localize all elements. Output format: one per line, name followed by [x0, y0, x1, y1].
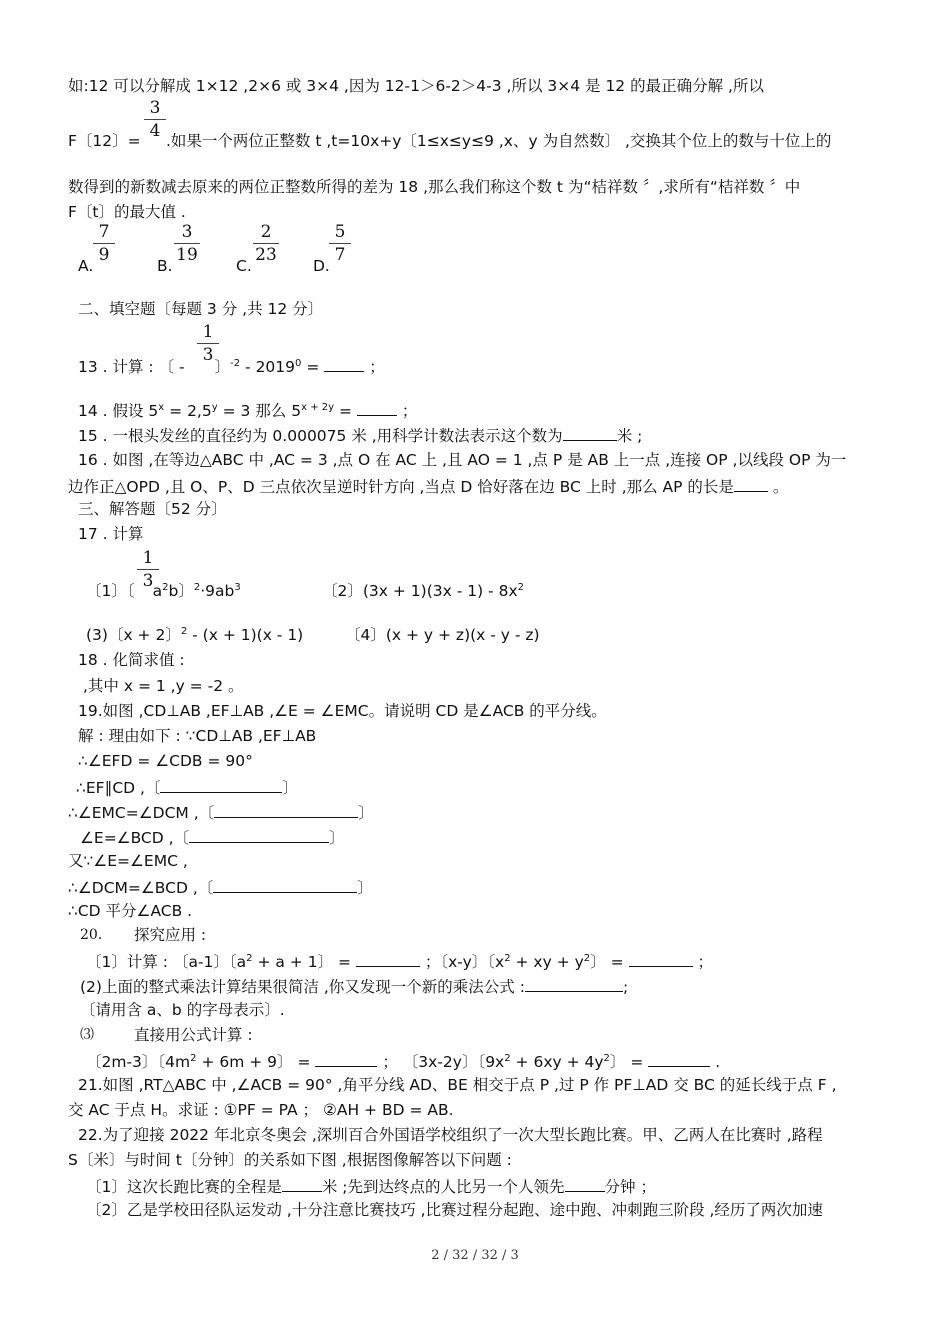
q17-title: 17 . 计算	[78, 525, 144, 543]
q16-answer-blank[interactable]	[734, 475, 768, 492]
p12-line1: 如:12 可以分解成 1×12 ,2×6 或 3×4 ,因为 12-1＞6-2＞4-3 ,所以 3×4 是 12 的最正确分解 ,所以	[68, 77, 764, 95]
q17-1-fraction: 1 3	[139, 548, 157, 591]
q21-line2: 交 AC 于点 H。求证 : ①PF = PA ； ②AH + BD = AB.	[68, 1101, 454, 1119]
q19-step4: ∴∠EMC=∠DCM ,〔 〕	[68, 801, 374, 823]
q20-3-line: 〔2m-3〕〔$4m^2 + 6m + 9$〕 = ； 〔3x-2y〕〔$9x^2 + 6xy + 4y^2$〕 = .	[86, 1050, 720, 1072]
q20-1-answer-blank-1[interactable]	[356, 950, 420, 967]
q19-step3: ∴EF∥CD ,〔 〕	[76, 776, 298, 798]
q17-2-line: 〔2〕$(3x + 1)(3x - 1) - 8x^2$	[322, 582, 524, 600]
q20-2-line: (2)上面的整式乘法计算结果很简洁 ,你又发现一个新的乘法公式 : ;	[80, 975, 628, 997]
q22-1-line: 〔1〕这次长跑比赛的全程是 米 ;先到达终点的人比另一个人领先 分钟 ；	[86, 1175, 656, 1197]
q16-line2: 边作正△OPD ,且 O、P、D 三点依次呈逆时针方向 ,当点 D 恰好落在边 BC 上时 ,那么 AP 的长是 。	[68, 475, 788, 497]
q19-step5: ∠E=∠BCD ,〔 〕	[80, 826, 345, 848]
q17-4-line: 〔4〕(x + y + z)(x - y - z)	[345, 626, 540, 644]
q19-reason-blank-4[interactable]	[213, 876, 357, 893]
option-d-fraction: 5 7	[331, 222, 349, 265]
section2-title: 二、填空题〔每题 3 分 ,共 12 分〕	[78, 300, 324, 318]
q19-reason-blank-2[interactable]	[214, 801, 358, 818]
q13-line: 13 . 计算 : 〔 - 〕$^{-2}$ - 2019$^0$ = ；	[78, 355, 385, 377]
q20-3-answer-blank-1[interactable]	[315, 1050, 377, 1067]
q22-line2: S〔米〕与时间 t〔分钟〕的关系如下图 ,根据图像解答以下问题 :	[68, 1151, 512, 1169]
p12-line2b: .如果一个两位正整数 t ,t=10x+y〔1≤x≤y≤9 ,x、y 为自然数〕 ,交换其个位上的数与十位上的	[166, 132, 832, 150]
q19-step6: 又∵∠E=∠EMC ,	[68, 852, 188, 870]
q18-values: ,其中 x = 1 ,y = -2 。	[83, 677, 244, 695]
q20-1-line: 〔1〕计算 : 〔a-1〕〔$a^2 + a + 1$〕 = ；〔x-y〕〔$x^2$ + xy + $y^2$〕 = ；	[86, 950, 713, 972]
fraction-3-4: 3 4	[146, 98, 164, 141]
option-b-fraction: 3 19	[176, 222, 198, 265]
q20-2-answer-blank[interactable]	[525, 975, 623, 992]
q21-line1: 21.如图 ,RT△ABC 中 ,∠ACB = 90° ,角平分线 AD、BE 相交于点 P ,过 P 作 PF⊥AD 交 BC 的延长线于点 F ,	[78, 1076, 837, 1094]
q18-title: 18 . 化简求值 :	[78, 651, 185, 669]
q19-step2: ∴∠EFD = ∠CDB = 90°	[78, 752, 253, 770]
q22-2-line: 〔2〕乙是学校田径队运发动 ,十分注意比赛技巧 ,比赛过程分起跑、途中跑、冲刺跑三阶段 ,经历了两次加速	[86, 1201, 823, 1219]
q22-1-answer-blank-2[interactable]	[565, 1175, 605, 1192]
p12-line4: F〔t〕的最大值 .	[68, 203, 186, 221]
option-b-label: B.	[157, 257, 173, 275]
q15-answer-blank[interactable]	[563, 424, 617, 441]
q19-step7: ∴∠DCM=∠BCD ,〔 〕	[68, 876, 373, 898]
q16-line1: 16 . 如图 ,在等边△ABC 中 ,AC = 3 ,点 O 在 AC 上 ,且 AO = 1 ,点 P 是 AB 上一点 ,连接 OP ,以线段 OP 为一	[78, 451, 847, 469]
option-d-label: D.	[313, 257, 330, 275]
section3-title: 三、解答题〔52 分〕	[78, 500, 227, 518]
q14-answer-blank[interactable]	[357, 399, 397, 416]
q14-line: 14 . 假设 $5^x = 2,5^y = 3$ 那么 $5^{x + 2y}$ = ；	[78, 399, 417, 421]
q19-title: 19.如图 ,CD⊥AB ,EF⊥AB ,∠E = ∠EMC。请说明 CD 是∠ACB 的平分线。	[78, 702, 607, 720]
page-number: 2 / 32 / 32 / 3	[431, 1248, 519, 1263]
q13-fraction: 1 3	[199, 322, 217, 365]
q20-3-title: 直接用公式计算 :	[134, 1026, 253, 1044]
q19-reason-blank-3[interactable]	[189, 826, 329, 843]
q20-2-hint: 〔请用含 a、b 的字母表示〕.	[80, 1001, 285, 1019]
q15-line: 15 . 一根头发丝的直径约为 0.000075 米 ,用科学计数法表示这个数为 米 ;	[78, 424, 642, 446]
q20-title: 探究应用 :	[134, 926, 207, 944]
q22-line1: 22.为了迎接 2022 年北京冬奥会 ,深圳百合外国语学校组织了一次大型长跑比赛。甲、乙两人在比赛时 ,路程	[78, 1126, 823, 1144]
p12-line3: 数得到的新数减去原来的两位正整数所得的差为 18 ,那么我们称这个数 t 为“桔祥数 〞,求所有“桔祥数 〞中	[68, 178, 801, 196]
q20-1-answer-blank-2[interactable]	[629, 950, 693, 967]
option-a-fraction: 7 9	[95, 222, 113, 265]
q19-step8: ∴CD 平分∠ACB .	[68, 902, 193, 920]
q13-answer-blank[interactable]	[324, 355, 364, 372]
q20-number: 20.	[80, 927, 103, 943]
q17-1-line: 〔1〕〔 $a^2b$〕$^2\cdot 9ab^3$	[86, 582, 241, 600]
q22-1-answer-blank-1[interactable]	[282, 1175, 322, 1192]
option-c-fraction: 2 23	[255, 222, 277, 265]
p12-line2a: F〔12〕=	[68, 132, 141, 150]
q19-step1: 解 : 理由如下 : ∵CD⊥AB ,EF⊥AB	[78, 727, 317, 745]
q20-3-answer-blank-2[interactable]	[648, 1050, 710, 1067]
q17-3-line: (3)〔x + 2〕$^2$ - (x + 1)(x - 1)	[86, 626, 304, 644]
q19-reason-blank-1[interactable]	[160, 776, 282, 793]
option-c-label: C.	[236, 257, 252, 275]
q20-3-number: ⑶	[80, 1027, 94, 1043]
option-a-label: A.	[78, 257, 94, 275]
